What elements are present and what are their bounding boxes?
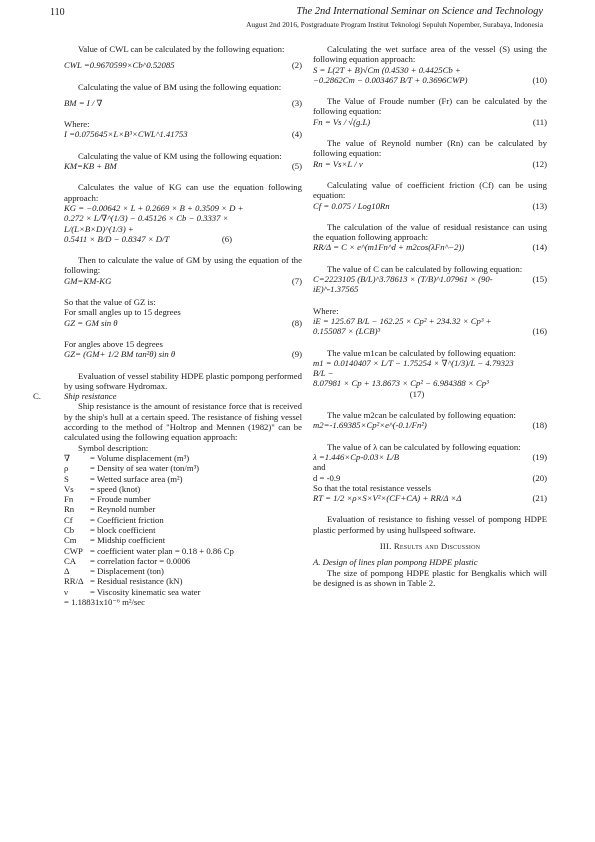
equation-16: iE = 125.67 B/L − 162.25 × Cp² + 234.32 × Cp³ + 0.155087 × (LCB)³ (16) — [313, 315, 547, 337]
paragraph-resistance: Ship resistance is the amount of resistance force that is received by the ship's hull at a certain speed. The resistance of fishing vessel according to the method of "Holtrop and Mennen (1982)" can be calculated using the following equation approach: — [64, 401, 302, 443]
list-item: Vs = speed (knot) — [64, 483, 141, 494]
paragraph-reynold: The value of Reynold number (Rn) can be calculated by following equation: — [313, 138, 547, 159]
symbol-list — [64, 453, 302, 607]
equation-6: KG = −0.00642 × L + 0.2669 × B + 0.3509 × D + 0.272 × L/∇^(1/3) − 0.45126 × Cb − 0.3337 × L/(L×B×D)^(1/3) + 0.5411 × B/D − 0.8347 × D/T (6) — [64, 202, 244, 244]
paragraph-cwl: Value of CWL can be calculated by the following equation: — [78, 44, 285, 54]
paragraph-gm: Then to calculate the value of GM by using the equation of the following: — [64, 255, 302, 276]
paragraph-lambda: The value of λ can be calculated by following equation: — [327, 441, 521, 452]
symbol-description-title: Symbol description: — [78, 442, 149, 453]
section-heading-results: III. Results and Discussion — [379, 540, 481, 551]
equation-3: BM = I / ∇ (3) — [64, 97, 302, 108]
paragraph-km: Calculating the value of KM using the following equation: — [78, 150, 282, 161]
equation-10: S = L(2T + B)√Cm (0.4530 + 0.4425Cb + −0.2862Cm − 0.003467 B/T + 0.3696CWP) (10) — [313, 64, 547, 85]
list-item: ∇ = Volume displacement (m³) — [64, 452, 190, 463]
paragraph-small-angles: For small angles up to 15 degrees — [64, 307, 181, 318]
paragraph-bm: Calculating the value of BM using the following equation: — [78, 81, 282, 92]
equation-7: GM=KM-KG (7) — [64, 275, 302, 286]
equation-21: RT = 1/2 ×ρ×S×V²×(CF+CA) + RR/Δ ×Δ (21) — [313, 493, 547, 504]
equation-4: I =0.075645×L×B³×CWL^1.41753 (4) — [64, 129, 302, 140]
paragraph-m1: The value m1can be calculated by following equation: — [327, 347, 516, 358]
equation-18: m2=-1.69385×Cp²×e^(-0.1/Fn²) (18) — [313, 420, 547, 431]
equation-9: GZ= (GM+ 1/2 BM tan²θ) sin θ (9) — [64, 349, 302, 360]
equation-2: CWL =0.9670599×Cb^0.52085 (2) — [64, 60, 302, 71]
list-item: Cf = Coefficient friction — [64, 514, 164, 525]
viscosity-value: = 1.18831x10⁻⁶ m²/sec — [64, 597, 145, 608]
paragraph-froude: The Value of Froude number (Fr) can be calculated by the following equation: — [313, 96, 547, 117]
list-item: ν = Viscosity kinematic sea water — [64, 586, 201, 597]
paragraph-large-angles: For angles above 15 degrees — [64, 338, 163, 349]
list-item: Δ = Displacement (ton) — [64, 566, 164, 577]
paragraph-wet-surface: Calculating the wet surface area of the vessel (S) using the following equation approach: — [313, 44, 547, 65]
equation-12: Rn = Vs×L / ν (12) — [313, 158, 547, 169]
list-item: Fn = Froude number — [64, 494, 151, 505]
equation-13: Cf = 0.075 / Log10Rn (13) — [313, 200, 547, 211]
equation-15: C=2223105 (B/L)^3.78613 × (T/B)^1.07961 × (90-iE)^-1.37565 (15) — [313, 274, 547, 295]
list-item: Cb = block coefficient — [64, 524, 156, 535]
list-item: Rn = Reynold number — [64, 504, 156, 515]
left-column — [33, 44, 302, 608]
equation-8: GZ = GM sin θ (8) — [64, 317, 302, 328]
paragraph-m2: The value m2can be calculated by following equation: — [327, 410, 516, 421]
where-label: Where: — [313, 305, 339, 316]
equation-14: RR/Δ = C × e^(m1Fn^d + m2cos(λFn^−2)) (14) — [313, 242, 547, 253]
and-label: and — [313, 462, 326, 473]
paragraph-friction: Calculating value of coefficient friction (Cf) can be using equation: — [313, 179, 547, 201]
subsection-heading-lines-plan: A. Design of lines plan pompong HDPE plastic — [313, 557, 478, 568]
paragraph-gz: So that the value of GZ is: — [64, 297, 156, 308]
list-item: CWP = coefficient water plan = 0.18 + 0.86 Cp — [64, 545, 234, 556]
equation-20: d = -0.9 (20) — [313, 472, 547, 483]
paragraph-pompong-size: The size of pompong HDPE plastic for Bengkalis which will be designed is as shown in Table 2. — [313, 567, 547, 588]
paragraph-hullspeed: Evaluation of resistance to fishing vessel of pompong HDPE plastic performed by using hullspeed software. — [313, 514, 547, 535]
list-item: ρ = Density of sea water (ton/m³) — [64, 463, 200, 474]
list-item: Cm = Midship coefficient — [64, 535, 166, 546]
paragraph-total-resistance: So that the total resistance vessels — [313, 482, 431, 493]
list-item: RR/Δ = Residual resistance (kN) — [64, 576, 183, 587]
equation-11: Fn = Vs / √(g.L) (11) — [313, 116, 547, 127]
paragraph-residual: The calculation of the value of residual resistance can using the equation following approach: — [313, 221, 547, 243]
paragraph-hydromax: Evaluation of vessel stability HDPE plastic pompong performed by using software Hydromax. — [64, 370, 302, 391]
journal-subtitle: August 2nd 2016, Postgraduate Program Institut Teknologi Sepuluh Nopember, Surabaya, Indonesia — [246, 20, 543, 29]
equation-17: m1 = 0.0140407 × L/T − 1.75254 × ∇^(1/3)/L − 4.79323 B/L − 8.07981 × Cp + 13.8673 × Cp² − 6.984388 × Cp³ (17) — [313, 357, 514, 399]
journal-title: The 2nd International Seminar on Science and Technology — [296, 6, 543, 17]
equation-5: KM=KB + BM (5) — [64, 161, 302, 172]
paragraph-c-value: The value of C can be calculated by following equation: — [327, 263, 523, 274]
section-title: Ship resistance — [64, 391, 117, 402]
paragraph-kg: Calculates the value of KG can use the equation following approach: — [64, 182, 302, 203]
list-item: S = Wetted surface area (m²) — [64, 473, 183, 484]
list-item: CA = correlation factor = 0.0006 — [64, 555, 191, 566]
where-label: Where: — [64, 119, 90, 130]
page-number: 110 — [50, 7, 65, 18]
right-column — [313, 44, 547, 588]
section-ship-resistance: C. Ship resistance — [33, 391, 117, 402]
equation-19: λ =1.446×Cp-0.03× L/B (19) — [313, 451, 547, 462]
